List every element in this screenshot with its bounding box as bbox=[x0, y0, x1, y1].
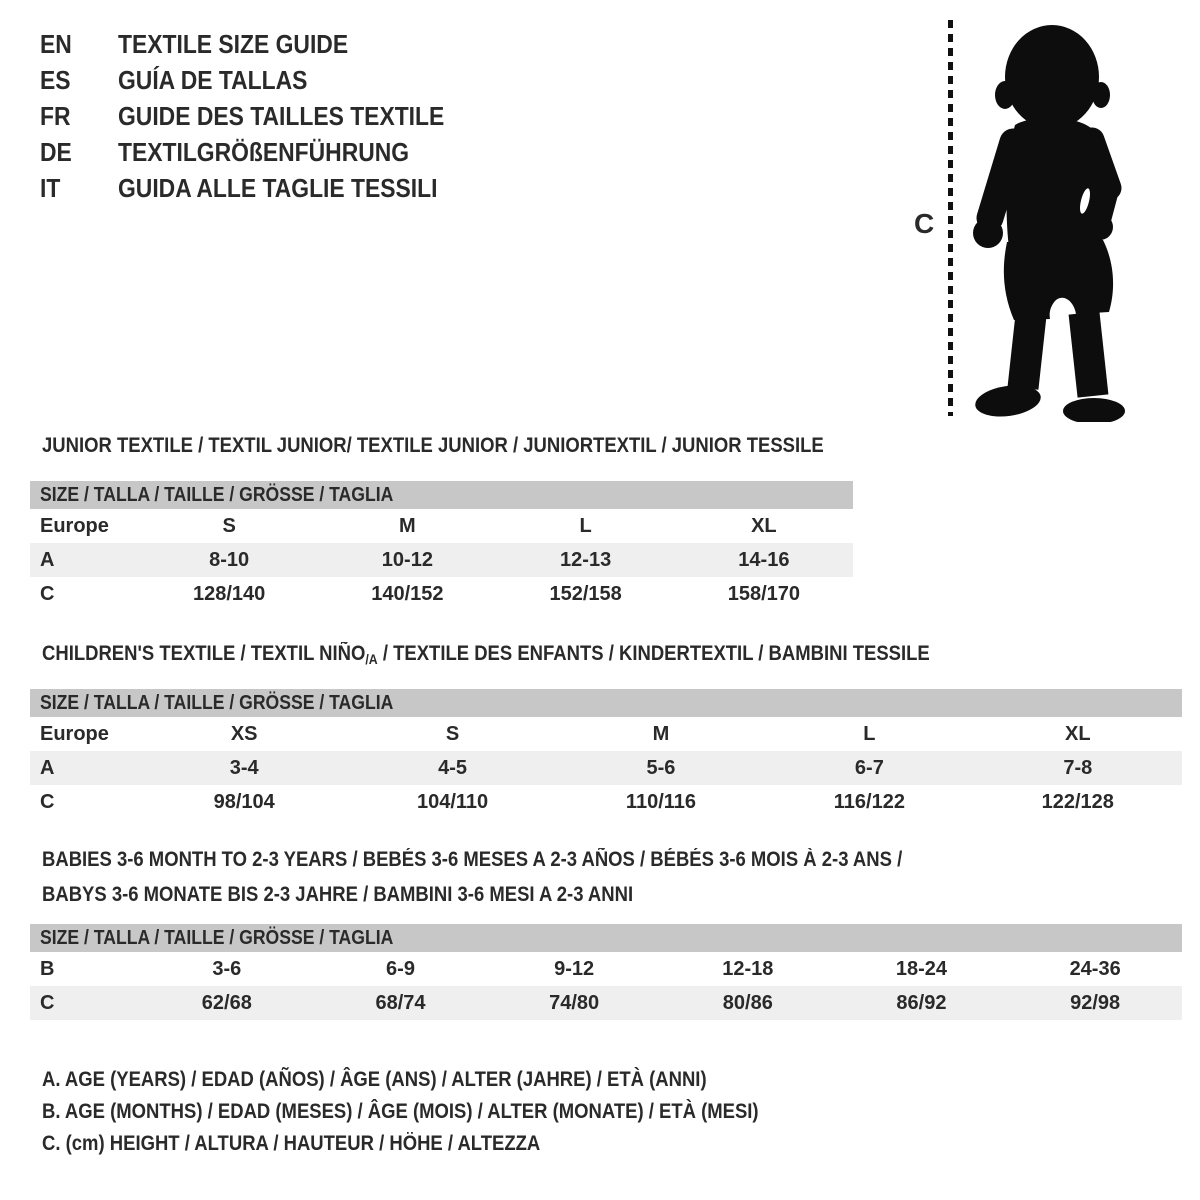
table-cell: XL bbox=[1065, 722, 1091, 745]
legend-line-a bbox=[42, 1068, 856, 1100]
row-label: B bbox=[40, 957, 55, 980]
legend-block bbox=[42, 1068, 856, 1164]
table-row bbox=[30, 952, 1182, 986]
row-label: Europe bbox=[40, 514, 109, 537]
row-label: C bbox=[40, 582, 55, 605]
table-cell: S bbox=[222, 514, 236, 537]
children-table-header bbox=[30, 689, 1182, 717]
table-row bbox=[30, 577, 853, 611]
lang-code-it-text: IT bbox=[40, 172, 61, 203]
table-row bbox=[30, 543, 853, 577]
row-label: A bbox=[40, 548, 55, 571]
table-cell: 122/128 bbox=[1041, 790, 1114, 813]
junior-table-header bbox=[30, 481, 853, 509]
table-cell: 7-8 bbox=[1063, 756, 1093, 779]
babies-table-header bbox=[30, 924, 1182, 952]
table-cell: 74/80 bbox=[549, 991, 600, 1014]
table-cell: 5-6 bbox=[646, 756, 676, 779]
table-cell: 86/92 bbox=[896, 991, 947, 1014]
row-label: C bbox=[40, 991, 55, 1014]
table-cell: 110/116 bbox=[625, 790, 697, 813]
children-table bbox=[30, 717, 1182, 819]
table-cell: 10-12 bbox=[381, 548, 433, 571]
children-title-post: / TEXTILE DES ENFANTS / KINDERTEXTIL / BAMBINI TESSILE bbox=[377, 642, 930, 665]
table-cell: XL bbox=[751, 514, 777, 537]
table-cell: 158/170 bbox=[727, 582, 801, 605]
section-title-babies-line1 bbox=[42, 848, 1020, 872]
table-cell: 152/158 bbox=[549, 582, 622, 605]
table-row bbox=[30, 785, 1182, 819]
table-cell: 4-5 bbox=[438, 756, 468, 779]
legend-line-c bbox=[42, 1132, 856, 1164]
table-cell: 8-10 bbox=[209, 548, 250, 571]
children-title-sub: /A bbox=[365, 651, 378, 667]
section-title-junior bbox=[42, 434, 930, 458]
table-cell: 12-13 bbox=[560, 548, 612, 571]
table-cell: 9-12 bbox=[554, 957, 595, 980]
children-title-pre: CHILDREN'S TEXTILE / TEXTIL NIÑO bbox=[42, 642, 366, 665]
row-label: C bbox=[40, 790, 55, 813]
section-title-babies-line2-text: BABYS 3-6 MONATE BIS 2-3 JAHRE / BAMBINI 3-6 MESI A 2-3 ANNI bbox=[42, 883, 634, 906]
table-row bbox=[30, 751, 1182, 785]
table-cell: 3-4 bbox=[229, 756, 259, 779]
section-title-children-text bbox=[42, 642, 930, 667]
lang-code-de-text: DE bbox=[40, 136, 72, 167]
table-cell: 6-9 bbox=[386, 957, 415, 980]
section-title-children bbox=[42, 642, 1051, 667]
table-row bbox=[30, 717, 1182, 751]
table-cell: 128/140 bbox=[192, 582, 266, 605]
babies-table-header-text: SIZE / TALLA / TAILLE / GRÖSSE / TAGLIA bbox=[40, 927, 394, 949]
table-cell: M bbox=[399, 514, 416, 537]
lang-title-it-text: GUIDA ALLE TAGLIE TESSILI bbox=[118, 172, 438, 203]
section-title-junior-text: JUNIOR TEXTILE / TEXTIL JUNIOR/ TEXTILE JUNIOR / JUNIORTEXTIL / JUNIOR TESSILE bbox=[42, 434, 824, 457]
row-label: A bbox=[40, 756, 55, 779]
lang-code-es-text: ES bbox=[40, 64, 71, 95]
junior-table bbox=[30, 509, 853, 611]
junior-table-header-text: SIZE / TALLA / TAILLE / GRÖSSE / TAGLIA bbox=[40, 484, 394, 506]
table-cell: 18-24 bbox=[895, 957, 948, 980]
row-label: Europe bbox=[40, 722, 109, 745]
section-title-babies-line1-text: BABIES 3-6 MONTH TO 2-3 YEARS / BEBÉS 3-6 MESES A 2-3 AÑOS / BÉBÉS 3-6 MOIS À 2-3 ANS / bbox=[42, 848, 903, 871]
children-size-table bbox=[30, 689, 1182, 819]
table-cell: L bbox=[863, 722, 876, 745]
babies-size-table bbox=[30, 924, 1182, 1020]
table-cell: 12-18 bbox=[722, 957, 774, 980]
table-cell: 140/152 bbox=[371, 582, 444, 605]
table-row bbox=[30, 509, 853, 543]
table-row bbox=[30, 986, 1182, 1020]
lang-title-en-text: TEXTILE SIZE GUIDE bbox=[118, 28, 349, 59]
table-cell: 14-16 bbox=[738, 548, 790, 571]
height-figure bbox=[0, 0, 1200, 430]
height-measure-label: C bbox=[914, 208, 935, 239]
table-cell: M bbox=[652, 722, 670, 745]
lang-code-fr-text: FR bbox=[40, 100, 71, 131]
section-title-babies-line2 bbox=[42, 883, 714, 907]
table-cell: 6-7 bbox=[854, 756, 884, 779]
children-table-header-text: SIZE / TALLA / TAILLE / GRÖSSE / TAGLIA bbox=[40, 692, 394, 714]
height-measure-dashed-line bbox=[948, 20, 953, 416]
table-cell: 68/74 bbox=[375, 991, 426, 1014]
toddler-silhouette-icon bbox=[955, 20, 1145, 422]
table-cell: 92/98 bbox=[1070, 991, 1121, 1014]
table-cell: L bbox=[579, 514, 592, 537]
table-cell: XS bbox=[230, 722, 258, 745]
table-cell: 3-6 bbox=[212, 957, 242, 980]
lang-code-en-text: EN bbox=[40, 28, 72, 59]
lang-title-de-text: TEXTILGRÖßENFÜHRUNG bbox=[118, 136, 410, 167]
babies-table bbox=[30, 952, 1182, 1020]
lang-title-es-text: GUÍA DE TALLAS bbox=[118, 64, 308, 95]
legend-line-a-text: A. AGE (YEARS) / EDAD (AÑOS) / ÂGE (ANS) / ALTER (JAHRE) / ETÀ (ANNI) bbox=[42, 1068, 707, 1091]
legend-line-c-text: C. (cm) HEIGHT / ALTURA / HAUTEUR / HÖHE / ALTEZZA bbox=[42, 1132, 541, 1155]
table-cell: 98/104 bbox=[213, 790, 275, 813]
table-cell: 62/68 bbox=[201, 991, 252, 1014]
legend-line-b-text: B. AGE (MONTHS) / EDAD (MESES) / ÂGE (MOIS) / ALTER (MONATE) / ETÀ (MESI) bbox=[42, 1100, 759, 1123]
table-cell: 24-36 bbox=[1069, 957, 1121, 980]
table-cell: 104/110 bbox=[416, 790, 489, 813]
table-cell: 116/122 bbox=[833, 790, 905, 813]
table-cell: 80/86 bbox=[722, 991, 773, 1014]
lang-title-fr-text: GUIDE DES TAILLES TEXTILE bbox=[118, 100, 445, 131]
legend-line-b bbox=[42, 1100, 856, 1132]
table-cell: S bbox=[445, 722, 460, 745]
junior-size-table bbox=[30, 481, 853, 611]
